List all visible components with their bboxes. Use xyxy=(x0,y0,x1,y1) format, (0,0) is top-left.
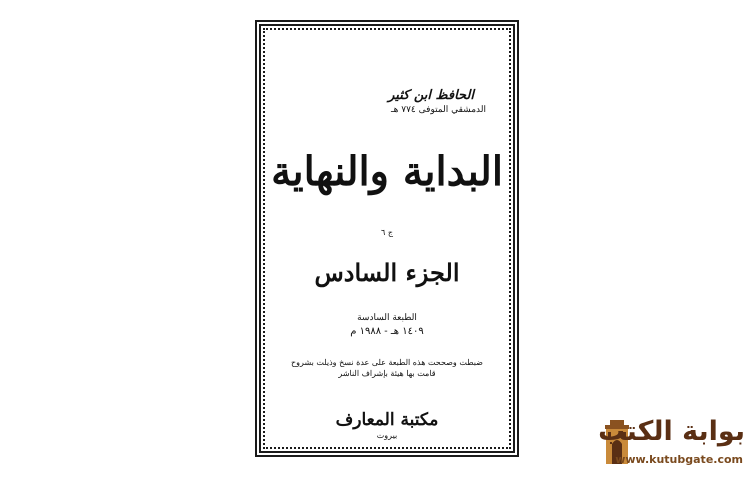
watermark-url: www.kutubgate.com xyxy=(615,453,743,466)
publisher-city: بيروت xyxy=(376,431,398,440)
title-page xyxy=(268,30,506,445)
watermark-logo xyxy=(600,418,745,470)
volume-title: الجزء السادس xyxy=(314,258,460,287)
author-details: الدمشقي المتوفى ٧٧٤ هـ xyxy=(391,105,486,115)
edition-label: الطبعة السادسة xyxy=(357,313,417,323)
edition-note-line: قامت بها هيئة بإشراف الناشر xyxy=(338,369,436,378)
edition-note xyxy=(268,357,506,379)
book-title: البداية والنهاية xyxy=(271,148,503,195)
watermark-text: بوابة الكتب xyxy=(598,416,745,447)
author-name: الحافظ ابن كثير xyxy=(388,88,474,103)
edition-note-line: ضبطت وصححت هذه الطبعة على عدة نسخ وذيلت بشروح xyxy=(291,358,483,367)
volume-mark: ج ٦ xyxy=(380,228,393,237)
edition-date: ١٤٠٩ هـ - ١٩٨٨ م xyxy=(350,326,424,337)
publisher-name: مكتبة المعارف xyxy=(335,410,439,430)
